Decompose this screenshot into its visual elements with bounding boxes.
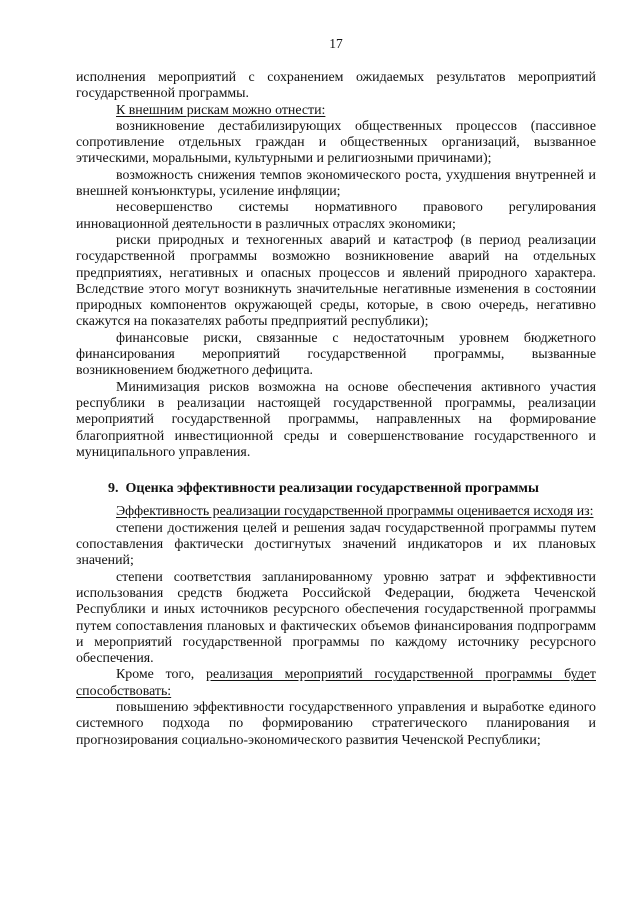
paragraph-governance-efficiency: повышению эффективности государственного управления и выработке единого системного подхода по формированию стратегического планирования и прогнозирования социально-экономического развития Чеченской Республики;	[76, 699, 596, 748]
paragraph-economic-growth-risk: возможность снижения темпов экономического роста, ухудшения внутренней и внешней конъюнктуры, усиление инфляции;	[76, 167, 596, 200]
page-number: 17	[329, 36, 343, 51]
external-risks-intro-text: К внешним рискам можно отнести:	[116, 102, 326, 118]
paragraph-program-execution: исполнения мероприятий с сохранением ожидаемых результатов мероприятий государственной программы.	[76, 70, 596, 102]
paragraph-regulation-risk: несовершенство системы нормативного правового регулирования инновационной деятельности в различных отраслях экономики;	[76, 200, 596, 232]
paragraph-additionally	[76, 667, 596, 700]
additionally-underlined-text: реализация мероприятий государственной программы будет способствовать:	[76, 667, 596, 699]
paragraph-effectiveness-intro	[76, 504, 596, 520]
document-page	[76, 0, 596, 905]
paragraph-cost-compliance: степени соответствия запланированному уровню затрат и эффективности использования средств бюджета Российской Федерации, бюджета Чеченской Республики и иных источников ресурсного обеспечения государственной программы путем сопоставления плановых и фактических объемов финансирования подпрограмм и мероприятий государственной программы по каждому источнику ресурсного обеспечения.	[76, 569, 596, 667]
effectiveness-intro-text: Эффективность реализации государственной программы оценивается исходя из:	[116, 504, 594, 520]
additionally-plain-text: Кроме того,	[116, 667, 195, 683]
paragraph-goals-achievement: степени достижения целей и решения задач государственной программы путем сопоставления фактически достигнутых значений индикаторов и их плановых значений;	[76, 520, 596, 569]
document-body	[76, 70, 596, 749]
paragraph-natural-disaster-risk: риски природных и техногенных аварий и катастроф (в период реализации государственной программы возможно возникновение аварий на отдельных предприятиях, негативных и опасных процессов и явлений природного характера. Вследствие этого могут возникнуть значительные негативные изменения в состоянии природных компонентов окружающей среды, которые, в свою очередь, негативно скажутся на показателях работы предприятий республики);	[76, 232, 596, 330]
paragraph-financial-risk: финансовые риски, связанные с недостаточным уровнем бюджетного финансирования мероприятий государственной программы, вызванные возникновением бюджетного дефицита.	[76, 330, 596, 379]
section-heading-effectiveness: 9. Оценка эффективности реализации государственной программы	[108, 481, 539, 497]
paragraph-risk-minimization: Минимизация рисков возможна на основе обеспечения активного участия республики в реализации настоящей государственной программы, реализации мероприятий государственной программы, направленных на формирование благоприятной инвестиционной среды и совершенствование государственного и муниципального управления.	[76, 379, 596, 460]
paragraph-social-processes-risk: возникновение дестабилизирующих общественных процессов (пассивное сопротивление отдельных граждан и общественных организаций, вызванное этическими, моральными, культурными и религиозными причинами);	[76, 118, 596, 167]
paragraph-external-risks-intro	[76, 103, 596, 119]
